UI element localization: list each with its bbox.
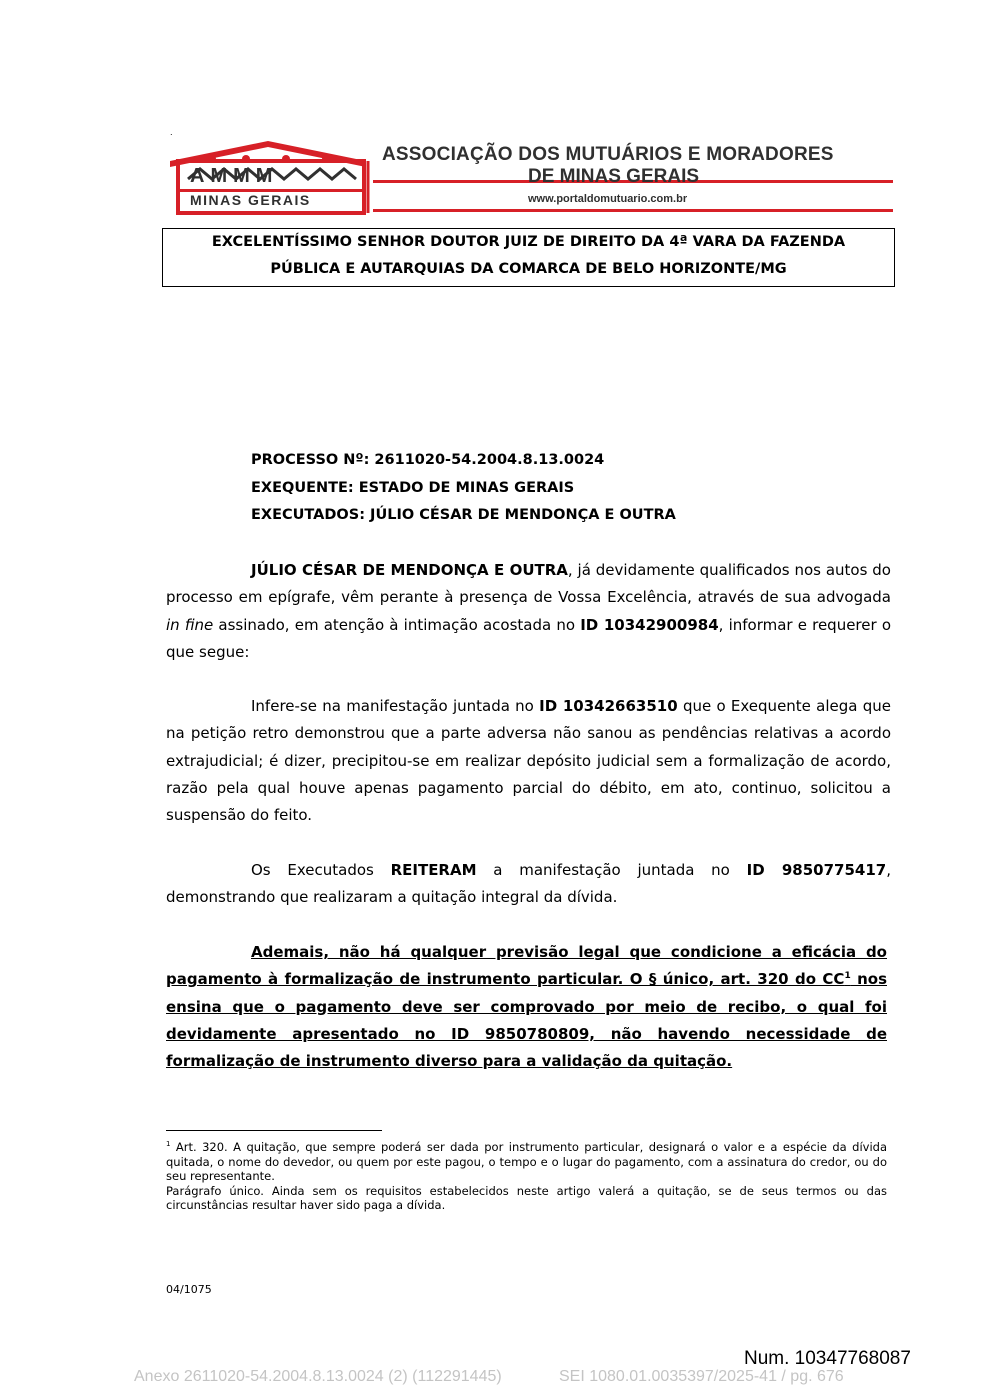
paragraph-legal-argument xyxy=(166,939,887,1075)
paragraph-text: Ademais, não há qualquer previsão legal que condicione a eficácia do pagamento à formalização de instrumento particular. O § único, art. 320 do CC xyxy=(166,943,887,989)
defendants-names: JÚLIO CÉSAR DE MENDONÇA E OUTRA xyxy=(251,561,568,579)
document-id: ID 10342900984 xyxy=(580,615,719,634)
paragraph-text: Infere-se na manifestação juntada no xyxy=(251,697,540,715)
document-id: ID 10342663510 xyxy=(539,697,678,715)
paragraph-inference xyxy=(166,693,891,829)
paragraph-text: nos ensina que o pagamento deve ser comprovado por meio de recibo, o qual foi devidamente apresentado no ID 9850780809, não havendo necessidade de formalização de instrumento diverso para a validação da quitação. xyxy=(166,970,887,1071)
sei-stamp: SEI 1080.01.0035397/2025-41 / pg. 676 xyxy=(559,1368,844,1385)
document-number-stamp: Num. 10347768087 xyxy=(744,1348,911,1369)
addressee-box xyxy=(162,228,895,287)
footnote-reference: 1 xyxy=(844,971,851,982)
org-name-line2: DE MINAS GERAIS xyxy=(528,166,700,187)
paragraph-text: , informar e requerer o que segue: xyxy=(166,615,892,661)
logo-region: MINAS GERAIS xyxy=(190,192,311,208)
page-number: 04/1075 xyxy=(166,1283,212,1296)
document-id: ID 9850775417 xyxy=(746,861,887,879)
addressee-line2: PÚBLICA E AUTARQUIAS DA COMARCA DE BELO HORIZONTE/MG xyxy=(270,261,787,277)
footnote-number: 1 xyxy=(166,1140,171,1149)
paragraph-text: , já devidamente qualificados nos autos do processo em epígrafe, vêm perante à presença de Vossa Excelência, através de sua advogada xyxy=(166,561,891,607)
paragraph-reiterate xyxy=(166,857,891,912)
stray-dot: . xyxy=(170,128,173,137)
case-plaintiff: EXEQUENTE: ESTADO DE MINAS GERAIS xyxy=(251,480,575,496)
paragraph-text: Os Executados xyxy=(251,861,391,879)
case-number: PROCESSO Nº: 2611020-54.2004.8.13.0024 xyxy=(251,452,605,468)
logo-acronym: AMMM xyxy=(190,165,279,187)
paragraph-text: assinado, em atenção à intimação acostada no xyxy=(213,615,581,634)
org-name-line1: ASSOCIAÇÃO DOS MUTUÁRIOS E MORADORES xyxy=(382,144,834,165)
org-website: www.portaldomutuario.com.br xyxy=(528,193,688,205)
addressee-line1: EXCELENTÍSSIMO SENHOR DOUTOR JUIZ DE DIREITO DA 4ª VARA DA FAZENDA xyxy=(211,234,846,250)
paragraph-text: que o Exequente alega que na petição retro demonstrou que a parte adversa não sanou as pendências relativas a acordo extrajudicial; é dizer, precipitou-se em realizar depósito judicial sem a formalização de acordo, razão pela qual houve apenas pagamento parcial do débito, em ato, continuo, solicitou a suspensão do feito. xyxy=(166,697,891,825)
footnote-text: Art. 320. A quitação, que sempre poderá ser dada por instrumento particular, designará o valor e a espécie da dívida quitada, o nome do devedor, ou quem por este pagou, o tempo e o lugar do pagamento, com a assinatura do credor, ou do seu representante. xyxy=(166,1140,887,1183)
emphasis: REITERAM xyxy=(390,861,477,879)
paragraph-text: a manifestação juntada no xyxy=(476,861,747,879)
annex-stamp: Anexo 2611020-54.2004.8.13.0024 (2) (112291445) xyxy=(134,1368,502,1385)
paragraph-italic: in fine xyxy=(166,615,214,634)
case-defendants: EXECUTADOS: JÚLIO CÉSAR DE MENDONÇA E OUTRA xyxy=(251,507,676,523)
footnote-paragraph: Parágrafo único. Ainda sem os requisitos estabelecidos neste artigo valerá a quitação, se de seus termos ou das circunstâncias resultar haver sido paga a dívida. xyxy=(166,1183,887,1212)
paragraph-intro xyxy=(166,557,891,666)
footnote-divider xyxy=(166,1130,382,1131)
footnote xyxy=(166,1140,887,1213)
paragraph-text: , demonstrando que realizaram a quitação integral da dívida. xyxy=(166,861,891,907)
footnote-article xyxy=(166,1140,887,1184)
